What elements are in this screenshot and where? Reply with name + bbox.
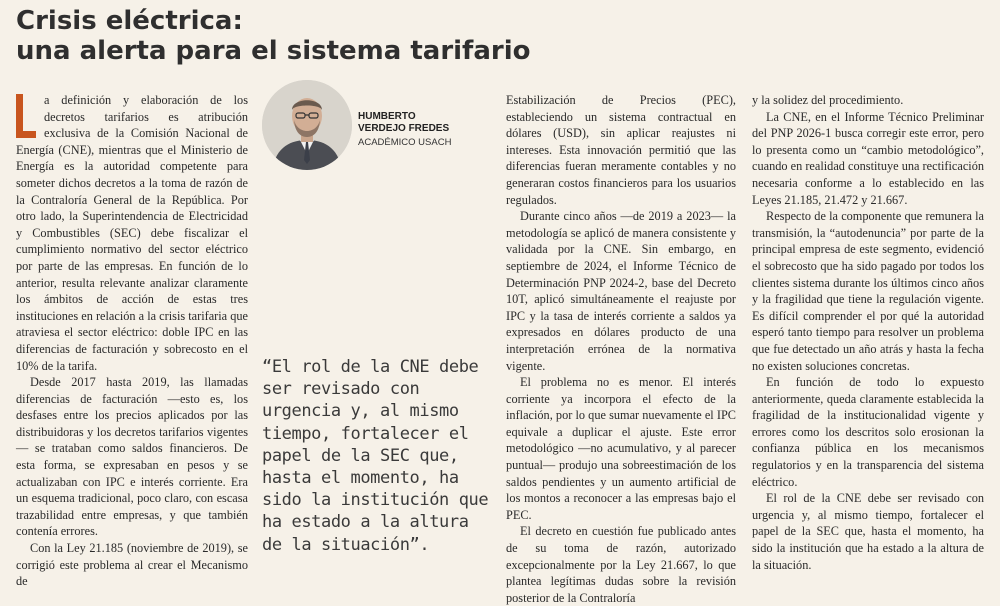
paragraph: La CNE, en el Informe Técnico Preliminar del PNP 2026-1 busca corregir este error, pero lo presenta como un “cambio metodológico”, cuando en realidad constituye una rectificación necesaria conforme a lo establecido en las Leyes 21.185, 21.472 y 21.667. bbox=[752, 109, 984, 207]
dropcap-text: a definición y elaboración de los decretos tarifarios es atribución exclusiva de la Comisión Nacional de Energía (CNE), mientras que el Ministerio de Energía es la autoridad competente para someter dichos decretos a la toma de razón de la Contraloría General de la República. Por otro lado, la Superintendencia de Electricidad y Combustibles (SEC) debe fiscalizar el cumplimiento normativo del sector eléctrico por parte de las empresas. En función de lo anterior, resulta relevante analizar claramente los ámbitos de acción de estas tres instituciones en relación a la crisis tarifaria que atraviesa el sector eléctrico: doble IPC en las diferencias de facturación y sobrecosto en el 10% de la tarifa. bbox=[16, 93, 248, 373]
dropcap-icon bbox=[16, 94, 38, 138]
paragraph: Estabilización de Precios (PEC), estableciendo un sistema contractual en dólares (USD), sin aplicar reajustes ni intereses. Esta innovación permitió que las diferencias fueran meramente contables y no generaran costos financieros para los usuarios regulados. bbox=[506, 93, 736, 207]
paragraph: Desde 2017 hasta 2019, las llamadas diferencias de facturación —esto es, los desfases entre los precios aplicados por las distribuidoras y los decretos tarifarios vigentes— se trataban como saldos financieros. De esta forma, se expresaban en pesos y se actualizaban con IPC e interés corriente. Era un esquema tradicional, poco claro, con escasa trazabilidad entre empresas, y que también contenía errores. bbox=[16, 375, 248, 539]
paragraph: En función de todo lo expuesto anteriormente, queda claramente establecida la fragilidad de la institucionalidad vigente y errores como los descritos solo erosionan la confianza pública en los mecanismos regulatorios y en la transparencia del sistema eléctrico. bbox=[752, 375, 984, 489]
author-name-line2: VERDEJO FREDES bbox=[358, 123, 450, 134]
paragraph: El rol de la CNE debe ser revisado con urgencia y, al mismo tiempo, fortalecer el papel de la SEC que, hasta el momento, ha sido la institución que ha estado a la altura de la situación. bbox=[752, 491, 984, 572]
author-name bbox=[358, 111, 449, 135]
paragraph: El problema no es menor. El interés corriente ya incorpora el efecto de la inflación, por lo que sumar nuevamente el IPC equivale a duplicar el ajuste. Este error metodológico —no acumulativo, y al parecer puntual— produjo una sobreestimación de los saldos pendientes y un aumento artificial de los montos a reconocer a las empresas bajo el PEC. bbox=[506, 375, 736, 522]
article-column-1 bbox=[16, 92, 248, 590]
paragraph: y la solidez del procedimiento. bbox=[752, 93, 904, 107]
headline-line1: Crisis eléctrica: bbox=[16, 6, 243, 36]
author-title: ACADÉMICO USACH bbox=[358, 137, 452, 148]
pull-quote: “El rol de la CNE debe ser revisado con urgencia y, al mismo tiempo, fortalecer el papel de la SEC que, hasta el momento, ha sido la institución que ha estado a la altura de la situación”. bbox=[262, 357, 489, 555]
paragraph: El decreto en cuestión fue publicado antes de su toma de razón, autorizado excepcionalmente por la Ley 21.667, lo que plantea legítimas dudas sobre la revisión posterior de la Contraloría bbox=[506, 524, 736, 605]
paragraph: Durante cinco años —de 2019 a 2023— la metodología se aplicó de manera consistente y validada por la CNE. Sin embargo, en septiembre de 2024, el Informe Técnico de Determinación PNP 2024-2, base del Decreto 10T, aplicó simultáneamente el reajuste por IPC y la tasa de interés corriente a saldos ya expresados en dólares producto de una interpretación errónea de la normativa vigente. bbox=[506, 209, 736, 373]
headline bbox=[16, 6, 531, 66]
headline-line2: una alerta para el sistema tarifario bbox=[16, 36, 531, 66]
article-column-2 bbox=[506, 92, 736, 606]
author-name-line1: HUMBERTO bbox=[358, 111, 416, 122]
article-column-3 bbox=[752, 92, 984, 573]
author-photo bbox=[262, 80, 352, 170]
author-portrait-icon bbox=[262, 80, 352, 170]
paragraph: Respecto de la componente que remunera la transmisión, la “autodenuncia” por parte de la principal empresa de este segmento, evidenció el sobrecosto que ha sido pagado por todos los clientes sistema durante los últimos cinco años y la fragilidad que tiene la regulación vigente. Es difícil comprender el por qué la autoridad esperó tanto tiempo para resolver un problema que fue detectado un año atrás y hasta la fecha no existen soluciones concretas. bbox=[752, 209, 984, 373]
paragraph bbox=[16, 92, 248, 374]
paragraph: Con la Ley 21.185 (noviembre de 2019), se corrigió este problema al crear el Mecanismo de bbox=[16, 541, 248, 589]
